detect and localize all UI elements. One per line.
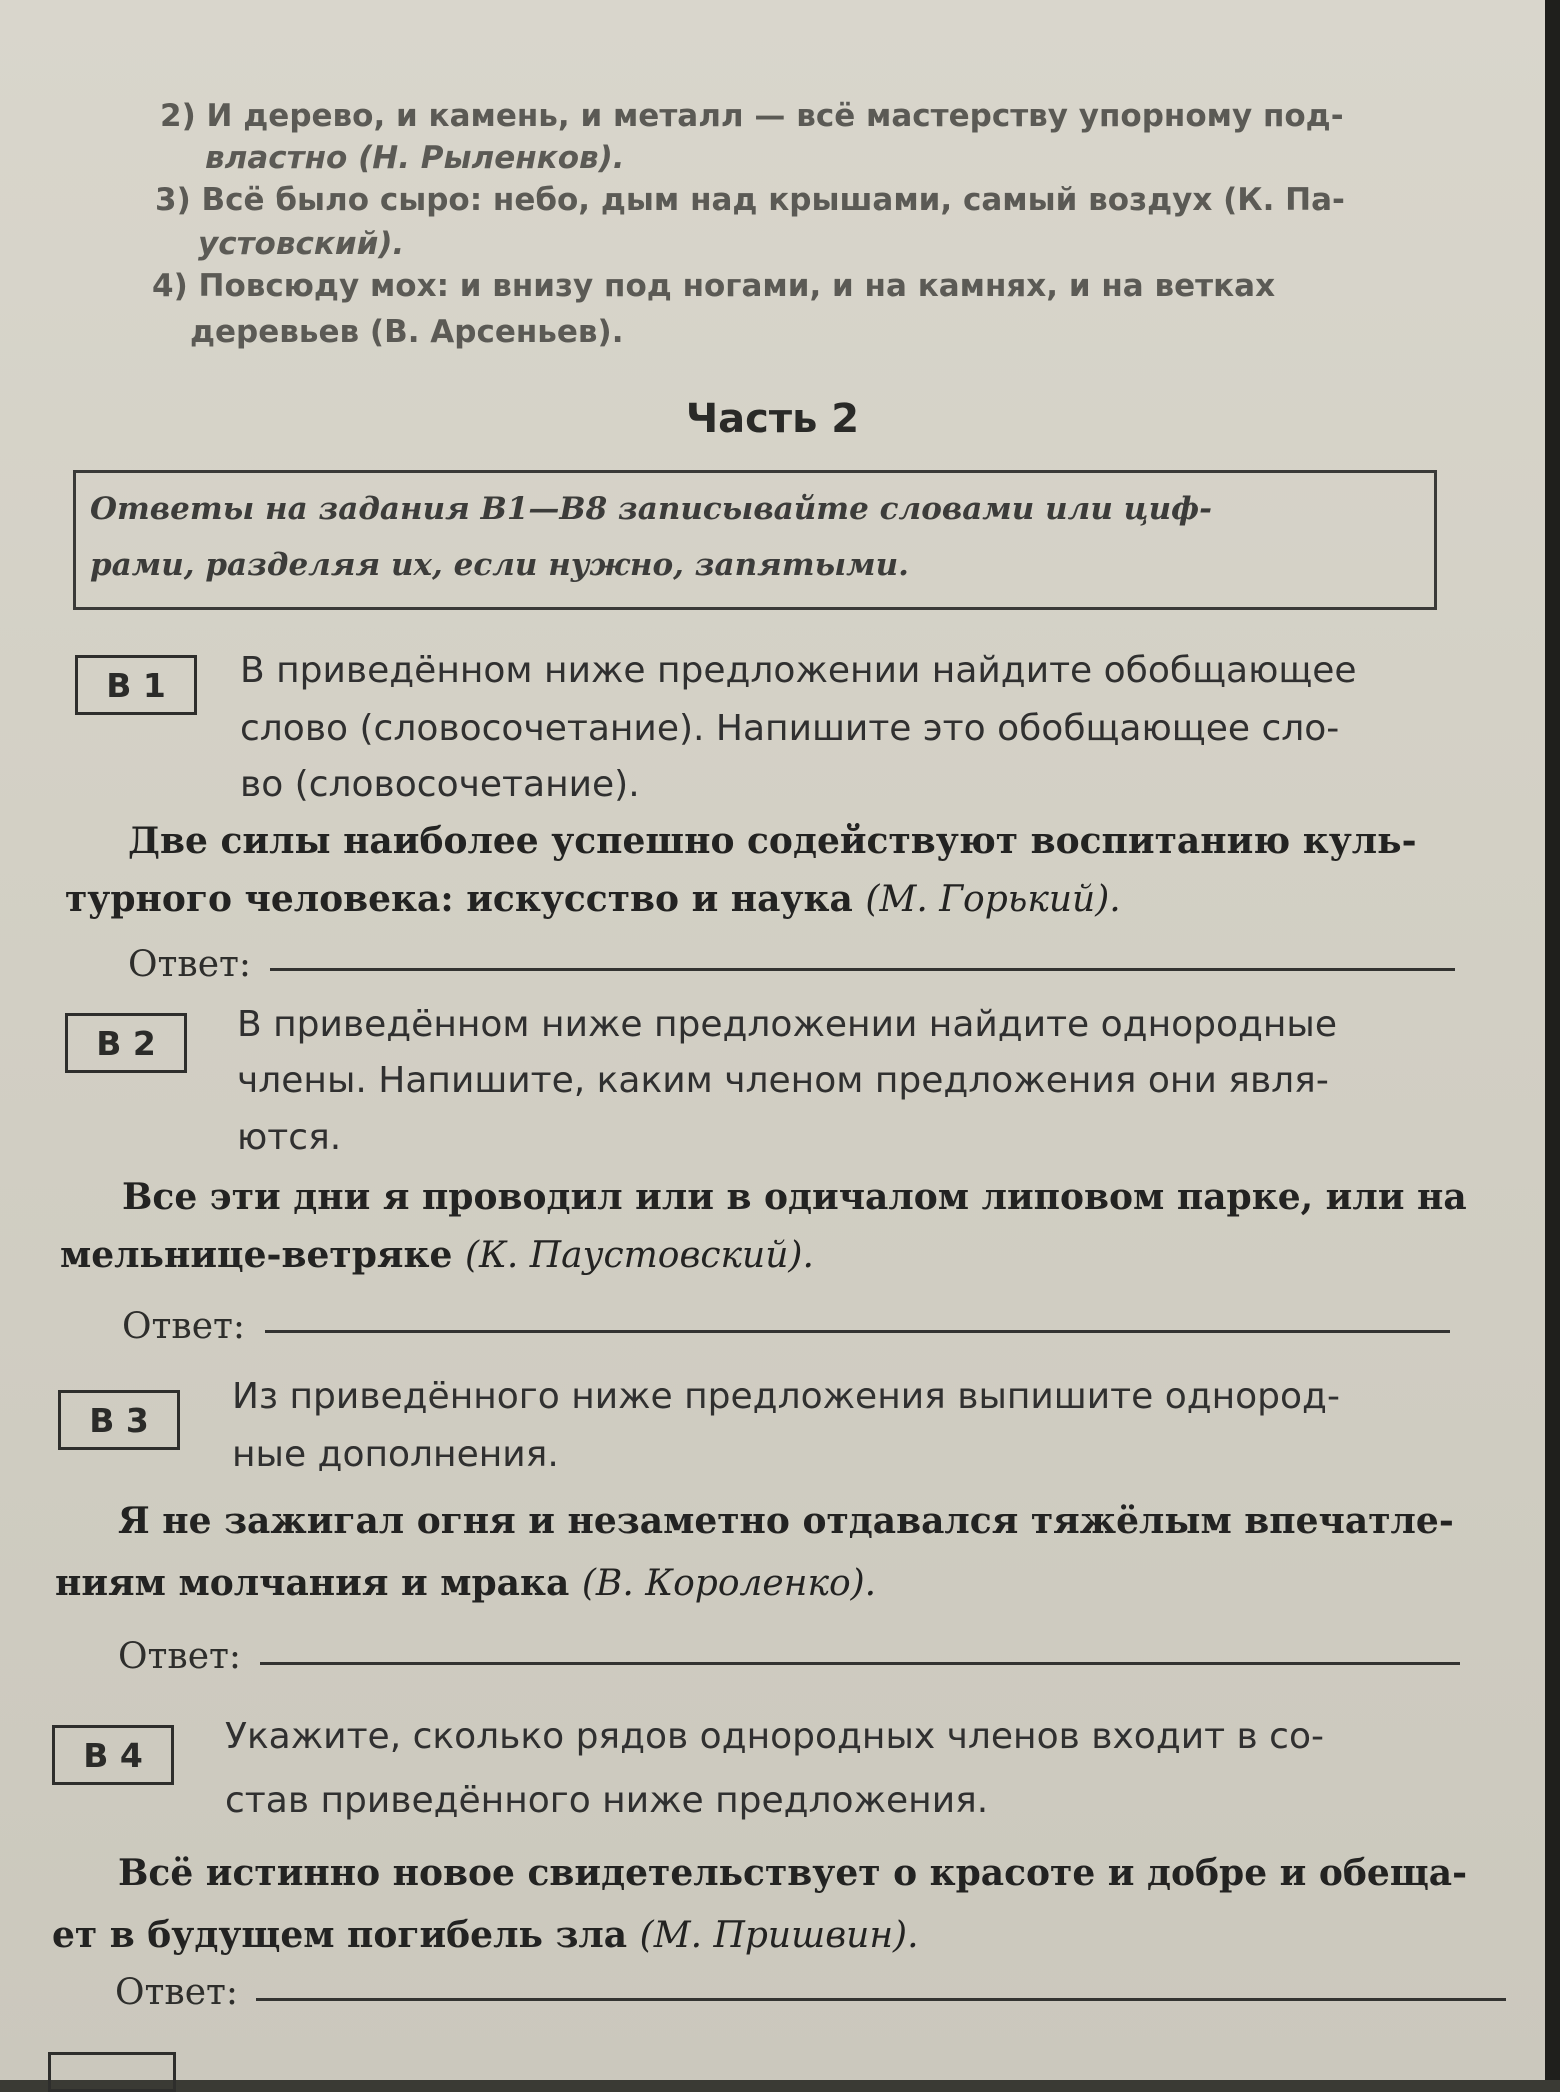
part-title: Часть 2 <box>685 396 860 442</box>
sentence-b3-line-1: Я не зажигал огня и незаметно отдавался тяжёлым впечатле- <box>118 1500 1454 1542</box>
sentence-b3-text: ниям молчания и мрака <box>55 1562 570 1604</box>
task-b4-line-2: став приведённого ниже предложения. <box>225 1780 989 1821</box>
task-b2-line-3: ются. <box>237 1117 342 1158</box>
answer-label-b4: Ответ: <box>115 1972 239 2013</box>
task-badge-b4: В 4 <box>52 1725 174 1785</box>
sentence-b1-line-1: Две силы наиболее успешно содействуют воспитанию куль- <box>128 820 1417 862</box>
task-b2-line-2: члены. Напишите, каким членом предложения они явля- <box>237 1060 1329 1101</box>
task-b3-line-1: Из приведённого ниже предложения выпишите однород- <box>232 1376 1340 1417</box>
item-4-line-2: деревьев (В. Арсеньев). <box>190 314 624 350</box>
sentence-b4-line-1: Всё истинно новое свидетельствует о красоте и добре и обеща- <box>118 1852 1468 1894</box>
item-4-line-1: 4) Повсюду мох: и внизу под ногами, и на камнях, и на ветках <box>152 268 1276 304</box>
sentence-b2-line-2 <box>60 1234 814 1276</box>
sentence-b3-line-2 <box>55 1562 876 1604</box>
sentence-b2-text: мельнице-ветряке <box>60 1234 453 1276</box>
answer-field-b2[interactable] <box>265 1330 1450 1333</box>
task-badge-b3: В 3 <box>58 1390 180 1450</box>
page-edge-shadow <box>1545 0 1560 2080</box>
sentence-b4-text: ет в будущем погибель зла <box>52 1914 628 1956</box>
item-2-line-1: 2) И дерево, и камень, и металл — всё мастерству упорному под- <box>160 98 1344 134</box>
task-b1-line-1: В приведённом ниже предложении найдите обобщающее <box>240 650 1357 691</box>
sentence-b1-author: (М. Горький). <box>865 879 1121 920</box>
item-3-line-1: 3) Всё было сыро: небо, дым над крышами, самый воздух (К. Па- <box>155 182 1345 218</box>
sentence-b1-text: турного человека: искусство и наука <box>65 878 853 920</box>
task-b3-line-2: ные дополнения. <box>232 1434 559 1475</box>
item-2-line-2: властно (Н. Рыленков). <box>205 140 625 176</box>
answer-field-b3[interactable] <box>260 1662 1460 1665</box>
answer-field-b4[interactable] <box>256 1998 1506 2001</box>
item-3-line-2: устовский). <box>198 226 405 262</box>
task-badge-b2: В 2 <box>65 1013 187 1073</box>
sentence-b1-line-2 <box>65 878 1121 920</box>
instruction-box <box>73 470 1437 610</box>
sentence-b3-author: (В. Короленко). <box>581 1563 877 1604</box>
task-badge-b5-partial <box>48 2052 176 2092</box>
answer-field-b1[interactable] <box>270 968 1455 971</box>
instruction-line-2: рами, разделяя их, если нужно, запятыми. <box>90 547 909 583</box>
task-b1-line-2: слово (словосочетание). Напишите это обобщающее сло- <box>240 708 1340 749</box>
instruction-line-1: Ответы на задания В1—В8 записывайте словами или циф- <box>90 491 1212 527</box>
answer-label-b2: Ответ: <box>122 1306 246 1347</box>
task-b1-line-3: во (словосочетание). <box>240 764 640 805</box>
task-b2-line-1: В приведённом ниже предложении найдите однородные <box>237 1004 1338 1045</box>
answer-label-b1: Ответ: <box>128 944 252 985</box>
sentence-b2-line-1: Все эти дни я проводил или в одичалом липовом парке, или на <box>122 1176 1467 1218</box>
sentence-b4-author: (М. Пришвин). <box>639 1915 919 1956</box>
task-badge-b1: В 1 <box>75 655 197 715</box>
sentence-b2-author: (К. Паустовский). <box>464 1235 814 1276</box>
sentence-b4-line-2 <box>52 1914 919 1956</box>
task-b4-line-1: Укажите, сколько рядов однородных членов входит в со- <box>225 1716 1324 1757</box>
answer-label-b3: Ответ: <box>118 1636 242 1677</box>
